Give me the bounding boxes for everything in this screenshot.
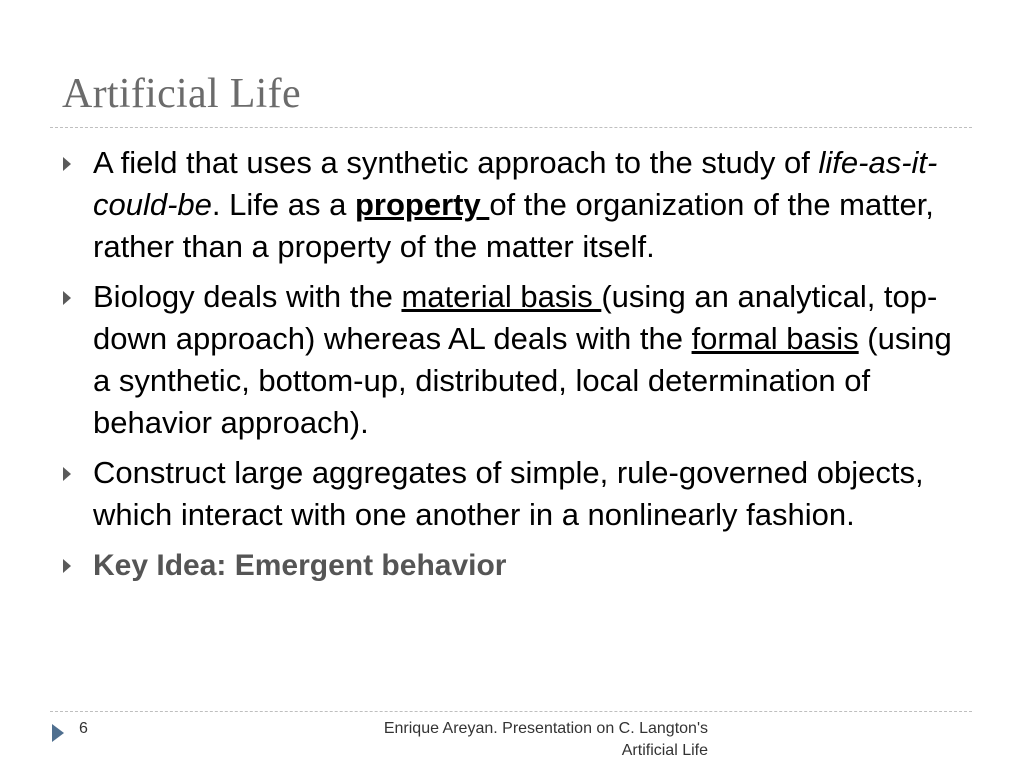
- bullet-item: [56, 544, 976, 587]
- title-divider: [50, 127, 972, 128]
- bullet-item: [56, 276, 976, 444]
- bullet-text: property: [354, 187, 490, 222]
- bullet-text: of the organization of the matter, rather than a property of the matter itself.: [93, 187, 934, 264]
- bullet-text: (using a synthetic, bottom-up, distributed, local determination of behavior approach).: [93, 321, 952, 440]
- bullet-text: Biology deals with the: [93, 279, 402, 314]
- bullet-triangle-icon: [63, 157, 71, 171]
- footer-triangle-icon: [52, 724, 64, 742]
- bullet-text: (using an analytical, top-down approach) whereas AL deals with the: [93, 279, 938, 356]
- bullet-triangle-icon: [63, 467, 71, 481]
- bullet-text: A field that uses a synthetic approach to the study of: [93, 145, 819, 180]
- footer-caption-line2: Artificial Life: [621, 742, 708, 759]
- slide-title: Artificial Life: [62, 71, 301, 117]
- bullet-triangle-icon: [63, 291, 71, 305]
- footer-divider: [50, 711, 972, 712]
- footer-caption-line1: Enrique Areyan. Presentation on C. Langton's: [383, 720, 708, 737]
- bullet-list: [56, 142, 976, 595]
- page-number: 6: [79, 720, 88, 737]
- bullet-text: Construct large aggregates of simple, rule-governed objects, which interact with one another in a nonlinearly fashion.: [93, 455, 924, 532]
- bullet-item: [56, 452, 976, 536]
- bullet-text: formal basis: [691, 321, 859, 356]
- bullet-text: Key Idea: Emergent behavior: [93, 549, 507, 582]
- bullet-text: . Life as a: [211, 187, 355, 222]
- footer-caption: [320, 718, 708, 762]
- bullet-text: life-as-it-could-be: [93, 145, 938, 222]
- bullet-item: [56, 142, 976, 268]
- bullet-text: material basis: [401, 279, 602, 314]
- bullet-triangle-icon: [63, 559, 71, 573]
